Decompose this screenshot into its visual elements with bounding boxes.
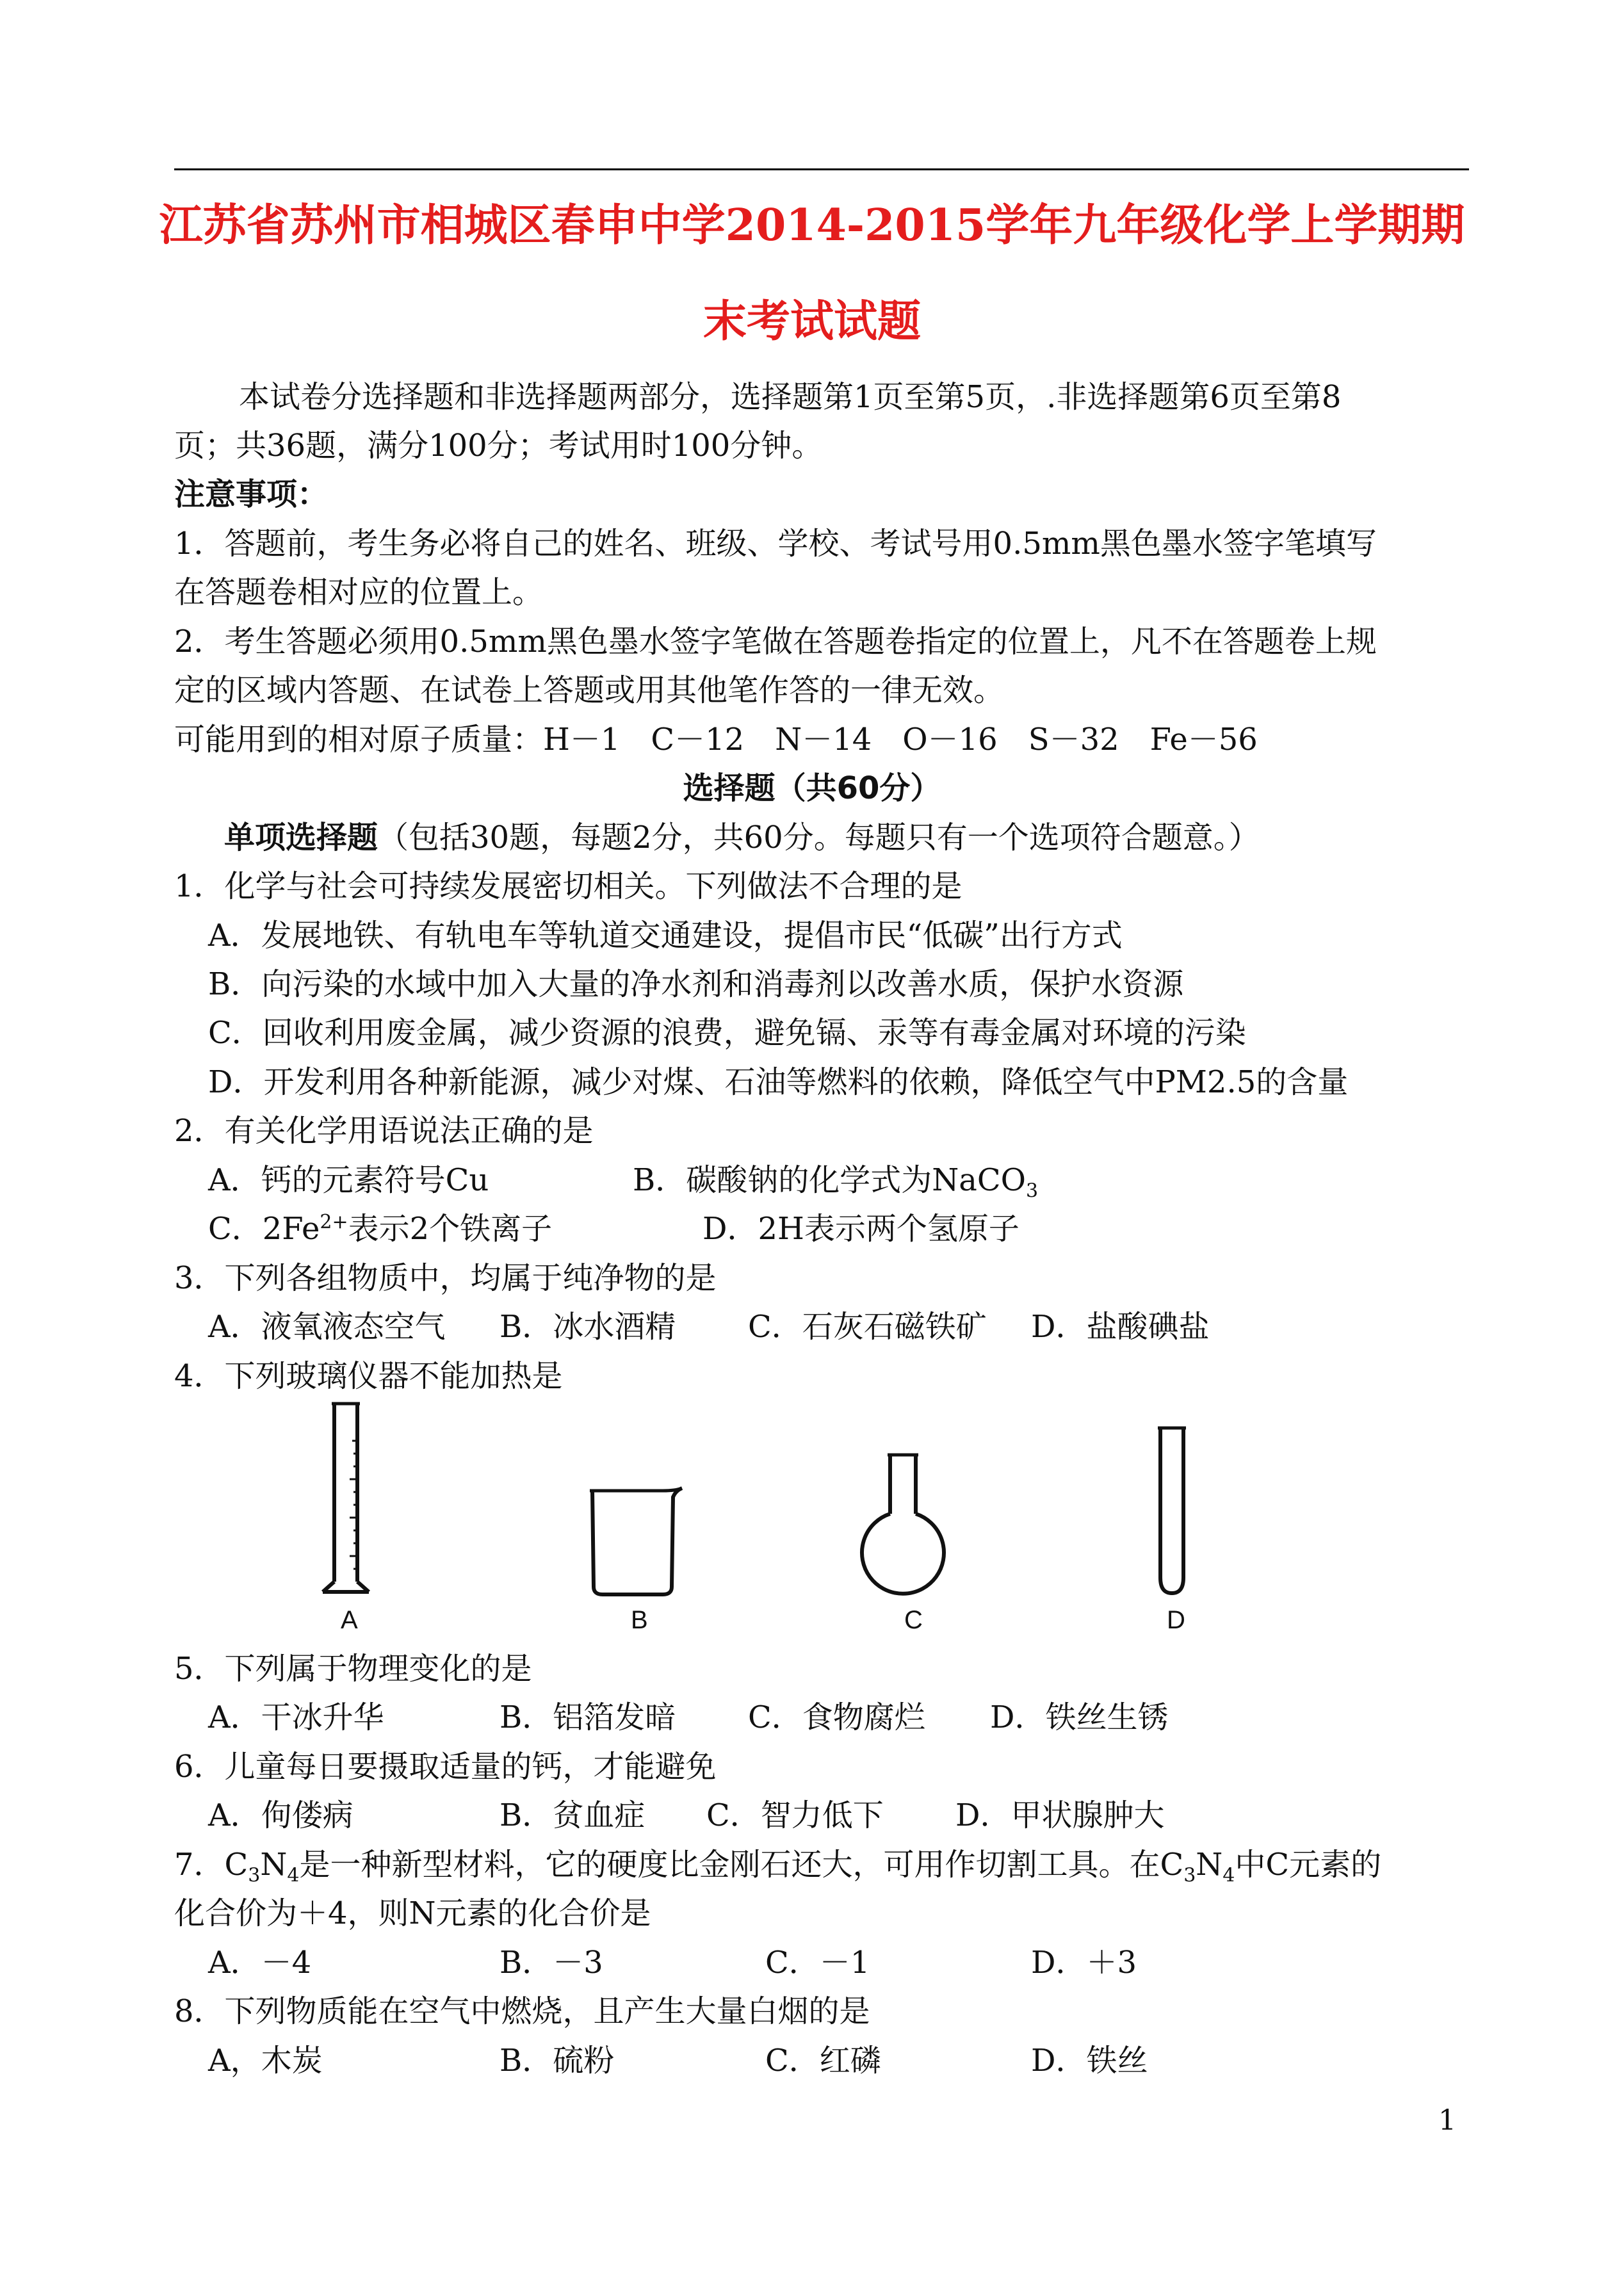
q7-stem-line1 [174, 1847, 1382, 1887]
q4-label-d: D [1167, 1606, 1185, 1634]
q7-sub-4: 4 [287, 1864, 300, 1887]
q8-option-a: A，木炭 [208, 2043, 323, 2079]
q6-option-a: A．佝偻病 [208, 1797, 353, 1833]
notice-heading: 注意事项： [174, 476, 329, 512]
round-bottom-flask-icon [858, 1450, 948, 1603]
header-rule [174, 168, 1469, 170]
intro-line2: 页；共36题，满分100分；考试用时100分钟。 [174, 428, 823, 464]
q7-stem-part1: 7．C [174, 1847, 248, 1883]
intro-line1: 本试卷分选择题和非选择题两部分，选择题第1页至第5页，.非选择题第6页至第8 [239, 379, 1342, 415]
test-tube-icon [1153, 1425, 1191, 1598]
q7-stem-part2: N [260, 1847, 288, 1883]
notice-item2-line2: 定的区域内答题、在试卷上答题或用其他笔作答的一律无效。 [174, 672, 1005, 708]
q3-option-b: B．冰水酒精 [499, 1309, 676, 1345]
q4-label-c: C [904, 1606, 923, 1634]
q5-option-b: B．铝箔发暗 [499, 1699, 676, 1735]
q2-option-c-tail: 表示2个铁离子 [348, 1211, 553, 1247]
q2-option-c [208, 1211, 553, 1247]
q1-option-a: A．发展地铁、有轨电车等轨道交通建设，提倡市民“低碳”出行方式 [208, 918, 1123, 953]
q7-sub-3: 3 [248, 1864, 261, 1887]
q1-stem: 1．化学与社会可持续发展密切相关。下列做法不合理的是 [174, 868, 962, 904]
q2-option-a: A．钙的元素符号Cu [208, 1162, 489, 1198]
q2-stem: 2．有关化学用语说法正确的是 [174, 1113, 594, 1149]
q1-option-c: C．回收利用废金属，减少资源的浪费，避免镉、汞等有毒金属对环境的污染 [208, 1015, 1246, 1051]
exam-title-line2: 末考试试题 [702, 296, 921, 347]
graduated-cylinder-icon [320, 1402, 378, 1601]
q7-stem-part4: N [1196, 1847, 1223, 1883]
q5-option-c: C．食物腐烂 [748, 1699, 925, 1735]
notice-item2-line1: 2．考生答题必须用0.5mm黑色墨水签字笔做在答题卷指定的位置上，凡不在答题卷上规 [174, 624, 1377, 660]
q6-stem: 6．儿童每日要摄取适量的钙，才能避免 [174, 1749, 717, 1785]
q1-option-d: D．开发利用各种新能源，减少对煤、石油等燃料的依赖，降低空气中PM2.5的含量 [208, 1064, 1349, 1100]
q7-stem-line2: 化合价为＋4，则N元素的化合价是 [174, 1895, 651, 1931]
atomic-masses: 可能用到的相对原子质量：H－1 C－12 N－14 O－16 S－32 Fe－56 [174, 722, 1258, 758]
q5-option-d: D．铁丝生锈 [990, 1699, 1169, 1735]
q6-option-c: C．智力低下 [706, 1797, 884, 1833]
q8-option-c: C．红磷 [765, 2043, 881, 2079]
q2-option-b [633, 1162, 1039, 1203]
q4-label-a: A [341, 1606, 358, 1634]
q7-stem-part5: 中C元素的 [1235, 1847, 1382, 1883]
q3-option-a: A．液氧液态空气 [208, 1309, 446, 1345]
q7-option-d: D．＋3 [1031, 1945, 1137, 1981]
q2-option-c-superscript: 2+ [320, 1211, 348, 1233]
q4-label-b: B [631, 1606, 648, 1634]
section-heading: 选择题（共60分） [683, 770, 941, 806]
q8-option-d: D．铁丝 [1031, 2043, 1148, 2079]
q3-option-d: D．盐酸碘盐 [1031, 1309, 1210, 1345]
q7-stem-part3: 是一种新型材料，它的硬度比金刚石还大，可用作切割工具。在C [299, 1847, 1184, 1883]
notice-item1-line1: 1．答题前，考生务必将自己的姓名、班级、学校、考试号用0.5mm黑色墨水签字笔填写 [174, 526, 1377, 562]
page-number: 1 [1438, 2104, 1456, 2137]
exam-title-line1: 江苏省苏州市相城区春申中学2014-2015学年九年级化学上学期期 [159, 200, 1465, 251]
q7-option-a: A．－4 [208, 1945, 312, 1981]
q7-sub-3b: 3 [1183, 1864, 1196, 1887]
q3-stem: 3．下列各组物质中，均属于纯净物的是 [174, 1260, 717, 1296]
single-choice-label: 单项选择题 [224, 820, 378, 856]
q6-option-b: B．贫血症 [499, 1797, 646, 1833]
q2-option-b-text: B．碳酸钠的化学式为NaCO [633, 1162, 1026, 1198]
single-choice-desc: （包括30题，每题2分，共60分。每题只有一个选项符合题意。） [378, 820, 1260, 856]
q7-sub-4b: 4 [1222, 1864, 1235, 1887]
q2-option-b-subscript: 3 [1025, 1180, 1039, 1203]
single-choice-intro [224, 820, 1260, 856]
beaker-icon [586, 1484, 688, 1600]
q8-option-b: B．硫粉 [499, 2043, 615, 2079]
q7-option-b: B．－3 [499, 1945, 603, 1981]
notice-item1-line2: 在答题卷相对应的位置上。 [174, 574, 544, 610]
q5-option-a: A．干冰升华 [208, 1699, 384, 1735]
q2-option-c-text: C．2Fe [208, 1211, 320, 1247]
q4-stem: 4．下列玻璃仪器不能加热是 [174, 1358, 563, 1394]
q7-option-c: C．－1 [765, 1945, 870, 1981]
q8-stem: 8．下列物质能在空气中燃烧，且产生大量白烟的是 [174, 1993, 870, 2029]
q6-option-d: D．甲状腺肿大 [955, 1797, 1165, 1833]
q2-option-d: D．2H表示两个氢原子 [702, 1211, 1019, 1247]
q3-option-c: C．石灰石磁铁矿 [748, 1309, 987, 1345]
q1-option-b: B．向污染的水域中加入大量的净水剂和消毒剂以改善水质，保护水资源 [208, 966, 1184, 1002]
q5-stem: 5．下列属于物理变化的是 [174, 1651, 532, 1687]
